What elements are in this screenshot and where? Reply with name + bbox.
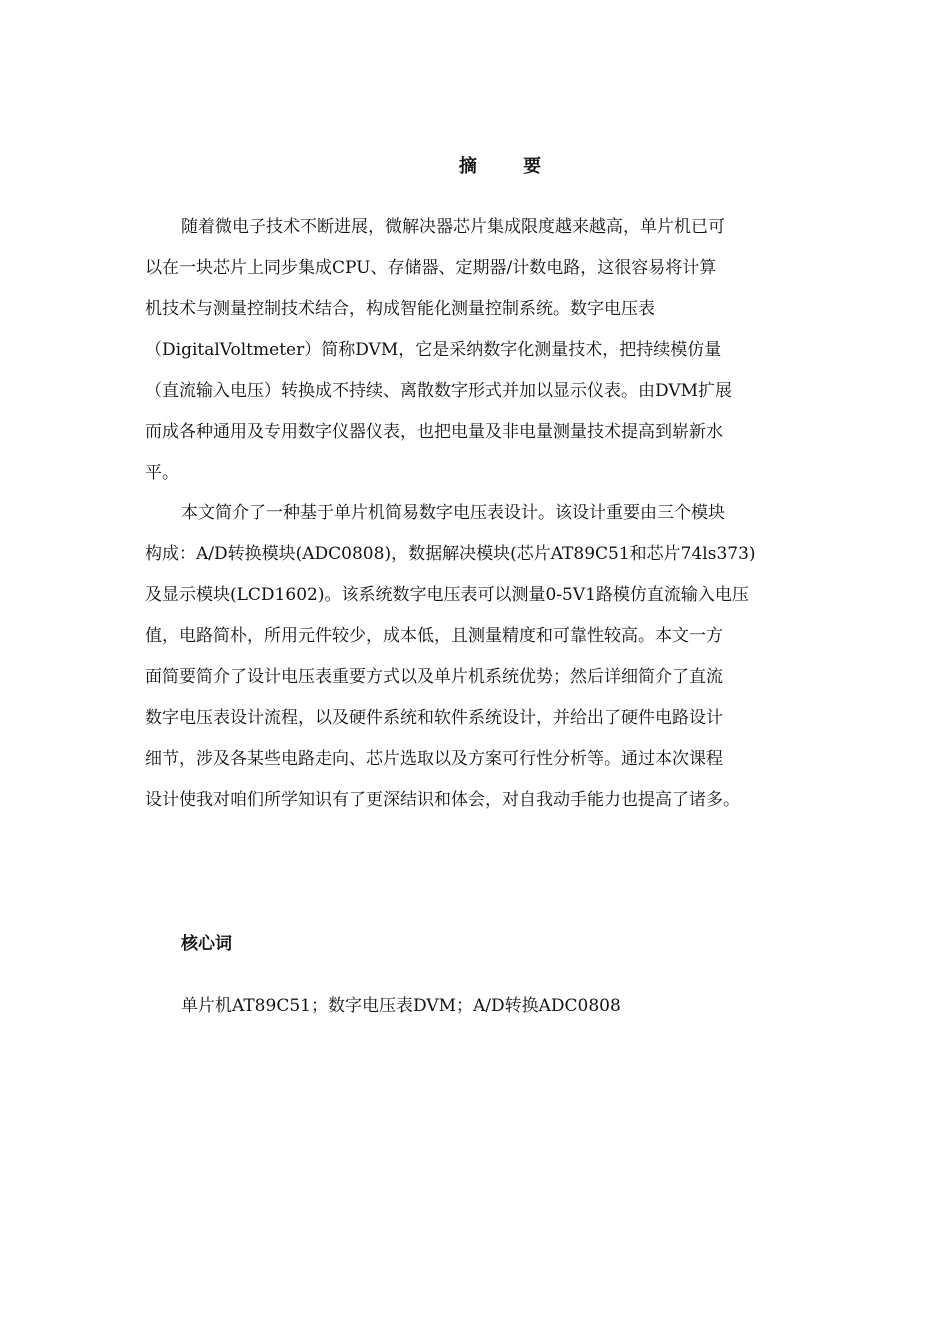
paragraph-line: （DigitalVoltmeter）简称DVM，它是采纳数字化测量技术，把持续模仿量 bbox=[145, 340, 722, 360]
paragraph-line: 以在一块芯片上同步集成CPU、存储器、定期器/计数电路，这很容易将计算 bbox=[145, 258, 717, 278]
keywords-list: 单片机AT89C51；数字电压表DVM；A/D转换ADC0808 bbox=[181, 996, 621, 1016]
paragraph-line: 及显示模块(LCD1602)。该系统数字电压表可以测量0-5V1路模仿直流输入电压 bbox=[145, 585, 749, 605]
paragraph-line: 本文简介了一种基于单片机简易数字电压表设计。该设计重要由三个模块 bbox=[181, 503, 725, 523]
paragraph-line: 随着微电子技术不断进展，微解决器芯片集成限度越来越高，单片机已可 bbox=[181, 217, 725, 237]
paragraph-line: 值，电路简朴，所用元件较少，成本低，且测量精度和可靠性较高。本文一方 bbox=[145, 626, 723, 646]
paragraph-line: 机技术与测量控制技术结合，构成智能化测量控制系统。数字电压表 bbox=[145, 299, 655, 319]
abstract-paragraph-2 bbox=[145, 493, 805, 821]
keywords-heading: 核心词 bbox=[181, 934, 232, 954]
paragraph-line: 细节，涉及各某些电路走向、芯片选取以及方案可行性分析等。通过本次课程 bbox=[145, 749, 723, 769]
paragraph-line: 面简要简介了设计电压表重要方式以及单片机系统优势；然后详细简介了直流 bbox=[145, 667, 723, 687]
abstract-paragraph-1 bbox=[145, 207, 805, 494]
paragraph-line: 平。 bbox=[145, 463, 179, 483]
paragraph-line: （直流输入电压）转换成不持续、离散数字形式并加以显示仪表。由DVM扩展 bbox=[145, 381, 733, 401]
paragraph-line: 构成：A/D转换模块(ADC0808)，数据解决模块(芯片AT89C51和芯片74ls373) bbox=[145, 544, 756, 564]
paragraph-line: 数字电压表设计流程，以及硬件系统和软件系统设计，并给出了硬件电路设计 bbox=[145, 708, 723, 728]
paragraph-line: 而成各种通用及专用数字仪器仪表，也把电量及非电量测量技术提高到崭新水 bbox=[145, 422, 723, 442]
abstract-title: 摘 要 bbox=[458, 156, 562, 177]
paragraph-line: 设计使我对咱们所学知识有了更深结识和体会，对自我动手能力也提高了诸多。 bbox=[145, 790, 740, 810]
